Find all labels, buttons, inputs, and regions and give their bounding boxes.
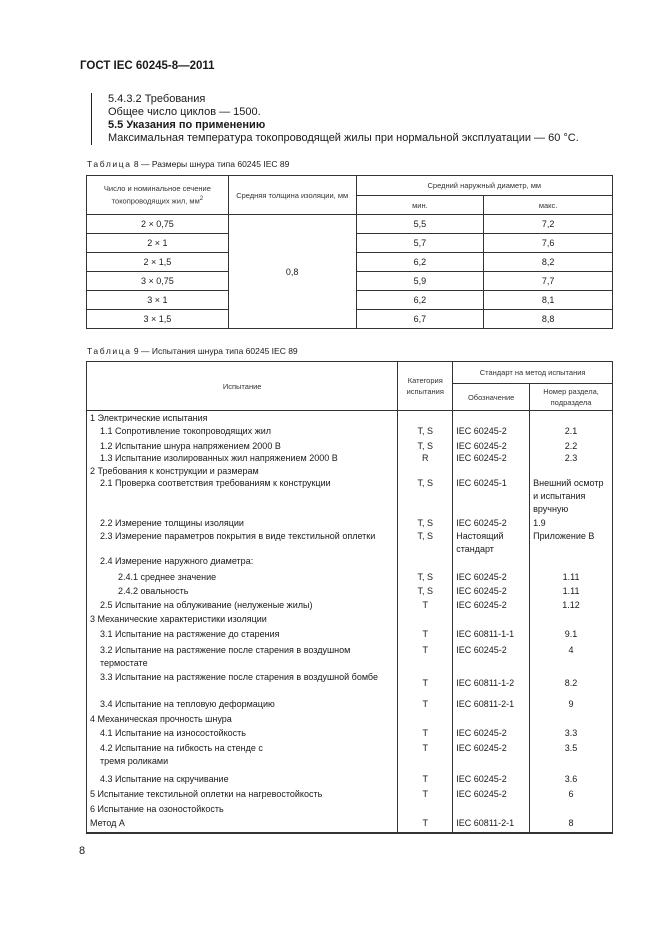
t9-cell-test: Метод А — [87, 817, 398, 832]
t9-cell-designation — [453, 713, 530, 727]
t8-cell-section: 3 × 1 — [87, 291, 229, 310]
t9-cell-section: 1.12 — [530, 599, 613, 613]
t9-cell-category — [398, 713, 453, 727]
t9-cell-designation: IEC 60245-2 — [453, 742, 530, 773]
t8-cell-section: 3 × 1,5 — [87, 310, 229, 329]
section-5-5-title: 5.5 Указания по применению — [108, 119, 266, 131]
t9-cell-section: 6 — [530, 788, 613, 803]
t9-cell-category: T — [398, 644, 453, 671]
t9-cell-test: 4.2 Испытание на гибкость на стенде с тремя роликами — [87, 742, 398, 773]
t9-cell-section: 3.6 — [530, 773, 613, 788]
t8-cell-min: 6,2 — [356, 291, 484, 310]
t8-header-diameter: Средний наружный диаметр, мм — [356, 176, 612, 196]
page-header: ГОСТ IEC 60245-8—2011 — [80, 60, 215, 72]
t8-cell-min: 6,2 — [356, 253, 484, 272]
max-temperature-text: Максимальная температура токопроводящей жилы при нормальной эксплуатации — 60 °С. — [108, 132, 579, 144]
t9-cell-designation: IEC 60811-1-1 — [453, 628, 530, 644]
t9-cell-designation: IEC 60245-2 — [453, 440, 530, 453]
t9-cell-category: R — [398, 452, 453, 465]
t9-cell-designation: IEC 60245-2 — [453, 452, 530, 465]
t9-cell-test: 3.4 Испытание на тепловую деформацию — [87, 696, 398, 713]
t8-cell-section: 2 × 1 — [87, 234, 229, 253]
t8-cell-max: 8,1 — [484, 291, 613, 310]
t9-cell-section — [530, 713, 613, 727]
t8-cell-thickness: 0,8 — [228, 215, 356, 329]
t9-cell-section: 4 — [530, 644, 613, 671]
t9-cell-section — [530, 555, 613, 571]
table-9 — [86, 361, 613, 834]
t9-cell-designation: IEC 60811-2-1 — [453, 696, 530, 713]
t8-header-section: Число и номинальное сечение токопроводящих жил, $мм^2$ — [87, 176, 229, 215]
t9-cell-category: T, S — [398, 477, 453, 517]
t8-cell-min: 5,7 — [356, 234, 484, 253]
t9-cell-test: 3 Механические характеристики изоляции — [87, 613, 398, 628]
t9-cell-category — [398, 555, 453, 571]
t8-cell-max: 7,7 — [484, 272, 613, 291]
t9-cell-designation: IEC 60245-2 — [453, 727, 530, 742]
t9-cell-category: T, S — [398, 530, 453, 555]
t9-cell-designation: IEC 60245-2 — [453, 425, 530, 440]
t8-cell-min: 6,7 — [356, 310, 484, 329]
t9-cell-category: T — [398, 671, 453, 696]
t9-cell-category — [398, 803, 453, 817]
t9-cell-test: 2.4 Измерение наружного диаметра: — [87, 555, 398, 571]
t9-cell-category: T — [398, 599, 453, 613]
t9-cell-section — [530, 465, 613, 478]
t9-cell-test: 2.2 Измерение толщины изоляции — [87, 517, 398, 530]
t8-cell-max: 7,6 — [484, 234, 613, 253]
t9-cell-test: 1.2 Испытание шнура напряжением 2000 В — [87, 440, 398, 453]
t9-cell-test: 4 Механическая прочность шнура — [87, 713, 398, 727]
table-8 — [86, 175, 613, 329]
t9-cell-category: T — [398, 817, 453, 832]
t9-cell-section: 1.11 — [530, 571, 613, 585]
t9-cell-designation: IEC 60245-2 — [453, 571, 530, 585]
t9-header-section: Номер раздела, подраздела — [530, 384, 613, 411]
t9-cell-category: T — [398, 788, 453, 803]
t9-cell-category: T, S — [398, 440, 453, 453]
t8-cell-min: 5,9 — [356, 272, 484, 291]
t9-cell-category: T, S — [398, 517, 453, 530]
t9-cell-section: 3.5 — [530, 742, 613, 773]
t9-cell-section: 3.3 — [530, 727, 613, 742]
t9-cell-section: 8.2 — [530, 671, 613, 696]
t8-header-max: макс. — [484, 196, 613, 215]
t9-cell-section: Внешний осмотр и испытания вручную — [530, 477, 613, 517]
t9-cell-section — [530, 411, 613, 425]
t9-cell-test: 2.4.2 овальность — [87, 585, 398, 599]
t9-cell-test: 3.2 Испытание на растяжение после старения в воздушном термостате — [87, 644, 398, 671]
t8-cell-section: 2 × 0,75 — [87, 215, 229, 234]
page-number: 8 — [79, 845, 86, 857]
t9-cell-test: 2.3 Измерение параметров покрытия в виде текстильной оплетки — [87, 530, 398, 555]
t9-cell-designation — [453, 411, 530, 425]
t9-cell-category: T — [398, 696, 453, 713]
t9-cell-test: 2.4.1 среднее значение — [87, 571, 398, 585]
t9-cell-designation: IEC 60245-2 — [453, 773, 530, 788]
t9-cell-section — [530, 803, 613, 817]
t9-cell-test: 2.5 Испытание на облуживание (нелуженые жилы) — [87, 599, 398, 613]
t9-cell-designation: Настоящий стандарт — [453, 530, 530, 555]
t9-cell-test: 4.3 Испытание на скручивание — [87, 773, 398, 788]
t9-cell-category: T, S — [398, 425, 453, 440]
t9-cell-section: 1.11 — [530, 585, 613, 599]
t9-cell-category: T — [398, 727, 453, 742]
t8-cell-section: 2 × 1,5 — [87, 253, 229, 272]
t9-cell-category: T — [398, 742, 453, 773]
t8-cell-max: 8,2 — [484, 253, 613, 272]
t9-cell-designation: IEC 60245-1 — [453, 477, 530, 517]
t9-header-designation: Обозначение — [453, 384, 530, 411]
t9-cell-category: T, S — [398, 571, 453, 585]
t9-cell-category: T — [398, 628, 453, 644]
t9-cell-test: 2 Требования к конструкции и размерам — [87, 465, 398, 478]
t9-cell-section: 2.1 — [530, 425, 613, 440]
t9-cell-designation: IEC 60811-2-1 — [453, 817, 530, 832]
t8-cell-max: 8,8 — [484, 310, 613, 329]
t9-cell-section — [530, 613, 613, 628]
t9-cell-test: 1.1 Сопротивление токопроводящих жил — [87, 425, 398, 440]
t9-header-category: Категория испытания — [398, 362, 453, 411]
t9-cell-designation: IEC 60245-2 — [453, 585, 530, 599]
t9-cell-section: 9 — [530, 696, 613, 713]
t9-cell-designation: IEC 60245-2 — [453, 517, 530, 530]
t9-cell-section: 9.1 — [530, 628, 613, 644]
t9-cell-test: 2.1 Проверка соответствия требованиям к конструкции — [87, 477, 398, 517]
t9-cell-test: 1.3 Испытание изолированных жил напряжением 2000 В — [87, 452, 398, 465]
t9-cell-designation — [453, 803, 530, 817]
cycles-text: Общее число циклов — 1500. — [108, 106, 261, 118]
change-bar — [91, 93, 92, 145]
t9-cell-section: 2.2 — [530, 440, 613, 453]
t9-cell-test: 1 Электрические испытания — [87, 411, 398, 425]
t9-cell-category: T — [398, 773, 453, 788]
t8-cell-min: 5,5 — [356, 215, 484, 234]
t9-cell-test: 3.1 Испытание на растяжение до старения — [87, 628, 398, 644]
t8-cell-section: 3 × 0,75 — [87, 272, 229, 291]
t9-cell-designation: IEC 60245-2 — [453, 788, 530, 803]
t9-cell-section: 1.9 — [530, 517, 613, 530]
t9-cell-designation — [453, 613, 530, 628]
t9-cell-designation: IEC 60245-2 — [453, 644, 530, 671]
t9-cell-test: 6 Испытание на озоностойкость — [87, 803, 398, 817]
t9-header-test: Испытание — [87, 362, 398, 411]
t9-cell-section: 2.3 — [530, 452, 613, 465]
section-5-4-3-2: 5.4.3.2 Требования — [108, 93, 206, 105]
t9-cell-category — [398, 465, 453, 478]
t9-cell-test: 4.1 Испытание на износостойкость — [87, 727, 398, 742]
table9-caption: Таблица 9 — Испытания шнура типа 60245 IEC 89 — [87, 346, 298, 356]
t9-cell-test: 3.3 Испытание на растяжение после старения в воздушной бомбе — [87, 671, 398, 696]
t9-cell-designation — [453, 555, 530, 571]
t9-cell-designation — [453, 465, 530, 478]
t8-header-thickness: Средняя толщина изоляции, мм — [228, 176, 356, 215]
t9-cell-designation: IEC 60245-2 — [453, 599, 530, 613]
table8-caption: Таблица 8 — Размеры шнура типа 60245 IEC 89 — [87, 159, 290, 169]
t9-cell-section: Приложение В — [530, 530, 613, 555]
t8-cell-max: 7,2 — [484, 215, 613, 234]
t9-cell-category — [398, 411, 453, 425]
t9-cell-category — [398, 613, 453, 628]
t9-cell-designation: IEC 60811-1-2 — [453, 671, 530, 696]
t9-cell-section: 8 — [530, 817, 613, 832]
t9-cell-test: 5 Испытание текстильной оплетки на нагревостойкость — [87, 788, 398, 803]
t9-cell-category: T, S — [398, 585, 453, 599]
t8-header-min: мин. — [356, 196, 484, 215]
t9-header-standard: Стандарт на метод испытания — [453, 362, 613, 384]
